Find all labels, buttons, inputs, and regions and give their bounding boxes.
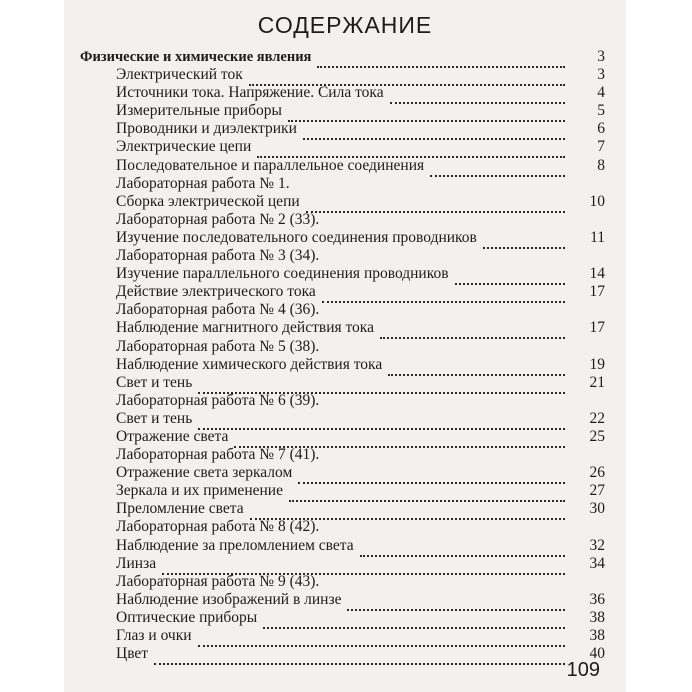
toc-entry-page: 17 (589, 283, 605, 301)
toc-entry-title: Лабораторная работа № 9 (43). (116, 572, 320, 590)
book-page (64, 0, 626, 692)
toc-leader-dots (154, 653, 565, 665)
toc-entry (80, 66, 605, 84)
toc-entry (80, 338, 605, 356)
toc-entry-page: 3 (597, 66, 605, 84)
toc-entry-title: Преломление света (116, 500, 244, 518)
toc-entry-title: Лабораторная работа № 1. (116, 174, 290, 192)
toc-entry-title: Лабораторная работа № 2 (33). (116, 210, 320, 228)
toc-entry (80, 392, 605, 410)
toc-entry-title: Наблюдение магнитного действия тока (116, 319, 374, 337)
table-of-contents (80, 48, 605, 663)
toc-entry-page: 11 (590, 228, 605, 246)
toc-entry-title: Глаз и очки (116, 627, 192, 644)
toc-entry (80, 138, 605, 156)
toc-entry-title: Последовательное и параллельное соединения (116, 156, 425, 174)
toc-entry (80, 283, 605, 301)
toc-entry-page: 38 (589, 608, 605, 626)
toc-entry-page: 4 (597, 84, 605, 102)
toc-entry (80, 120, 605, 138)
toc-entry (80, 500, 605, 518)
toc-entry-title: Лабораторная работа № 6 (39). (116, 391, 320, 409)
toc-entry-page: 3 (597, 48, 605, 65)
toc-entry (80, 410, 605, 428)
toc-entry (80, 211, 605, 229)
toc-entry (80, 319, 605, 337)
toc-entry-title: Лабораторная работа № 3 (34). (116, 247, 320, 265)
toc-entry-title: Сборка электрической цепи (116, 192, 300, 210)
toc-entry-page: 32 (589, 536, 605, 554)
toc-entry-page: 36 (589, 590, 605, 608)
toc-entry-title: Проводники и диэлектрики (116, 120, 297, 138)
toc-entry-title: Лабораторная работа № 4 (36). (116, 301, 320, 319)
toc-entry (80, 518, 605, 536)
toc-entry-title: Лабораторная работа № 7 (41). (116, 446, 320, 464)
toc-entry (80, 102, 605, 120)
toc-entry (80, 374, 605, 392)
toc-entry (80, 645, 605, 663)
toc-entry (80, 48, 605, 66)
toc-entry-title: Оптические приборы (116, 608, 258, 626)
toc-entry (80, 428, 605, 446)
page-title: СОДЕРЖАНИЕ (257, 12, 433, 38)
toc-entry-title: Цвет (116, 645, 149, 663)
toc-entry (80, 229, 605, 247)
toc-entry-title: Отражение света зеркалом (116, 464, 293, 482)
toc-entry-title: Физические и химические явления (80, 49, 312, 65)
toc-entry (80, 356, 605, 374)
toc-entry (80, 537, 605, 555)
toc-entry-title: Электрический ток (116, 66, 243, 84)
toc-entry-page: 6 (597, 120, 605, 138)
toc-entry-page: 40 (589, 645, 605, 663)
toc-entry (80, 573, 605, 591)
toc-entry-title: Действие электрического тока (116, 283, 316, 301)
toc-entry-title: Лабораторная работа № 5 (38). (116, 337, 320, 355)
toc-entry-page: 38 (589, 627, 605, 644)
toc-entry (80, 265, 605, 283)
toc-entry (80, 482, 605, 500)
toc-entry (80, 627, 605, 645)
toc-entry (80, 464, 605, 482)
toc-entry-title: Линза (116, 554, 157, 572)
toc-entry-page: 7 (597, 138, 605, 156)
toc-entry-page: 17 (589, 319, 605, 337)
toc-entry (80, 175, 605, 193)
toc-entry-page: 8 (597, 156, 605, 174)
toc-entry-title: Источники тока. Напряжение. Сила тока (116, 84, 384, 102)
toc-entry (80, 591, 605, 609)
toc-entry-title: Наблюдение за преломлением света (116, 536, 354, 554)
toc-entry-page: 19 (589, 355, 605, 373)
toc-entry-title: Зеркала и их применение (116, 482, 283, 500)
toc-entry-title: Электрические цепи (116, 138, 252, 156)
toc-entry (80, 555, 605, 573)
toc-entry (80, 301, 605, 319)
toc-entry-page: 10 (589, 192, 605, 210)
toc-entry-title: Изучение параллельного соединения проводников (116, 265, 449, 283)
toc-entry-title: Лабораторная работа № 8 (42). (116, 518, 320, 536)
toc-entry-page: 14 (589, 265, 605, 283)
toc-entry-page: 34 (589, 554, 605, 572)
toc-entry-page: 5 (597, 102, 605, 120)
page-number: 109 (566, 659, 600, 681)
toc-entry-page: 25 (589, 427, 605, 445)
toc-entry-page: 27 (589, 482, 605, 500)
toc-entry (80, 446, 605, 464)
toc-entry-title: Изучение последовательного соединения проводников (116, 228, 477, 246)
toc-entry-page: 26 (589, 464, 605, 482)
toc-entry-page: 30 (589, 500, 605, 518)
toc-entry-title: Свет и тень (116, 409, 193, 427)
toc-entry-title: Наблюдение химического действия тока (116, 355, 383, 373)
toc-entry (80, 157, 605, 175)
toc-entry (80, 247, 605, 265)
toc-entry-title: Измерительные приборы (116, 102, 282, 120)
toc-entry-title: Свет и тень (116, 373, 193, 391)
toc-entry (80, 609, 605, 627)
toc-entry (80, 84, 605, 102)
toc-entry-title: Наблюдение изображений в линзе (116, 590, 342, 608)
toc-entry-page: 21 (589, 373, 605, 391)
toc-entry-title: Отражение света (116, 427, 229, 445)
toc-entry-page: 22 (589, 409, 605, 427)
toc-entry (80, 193, 605, 211)
